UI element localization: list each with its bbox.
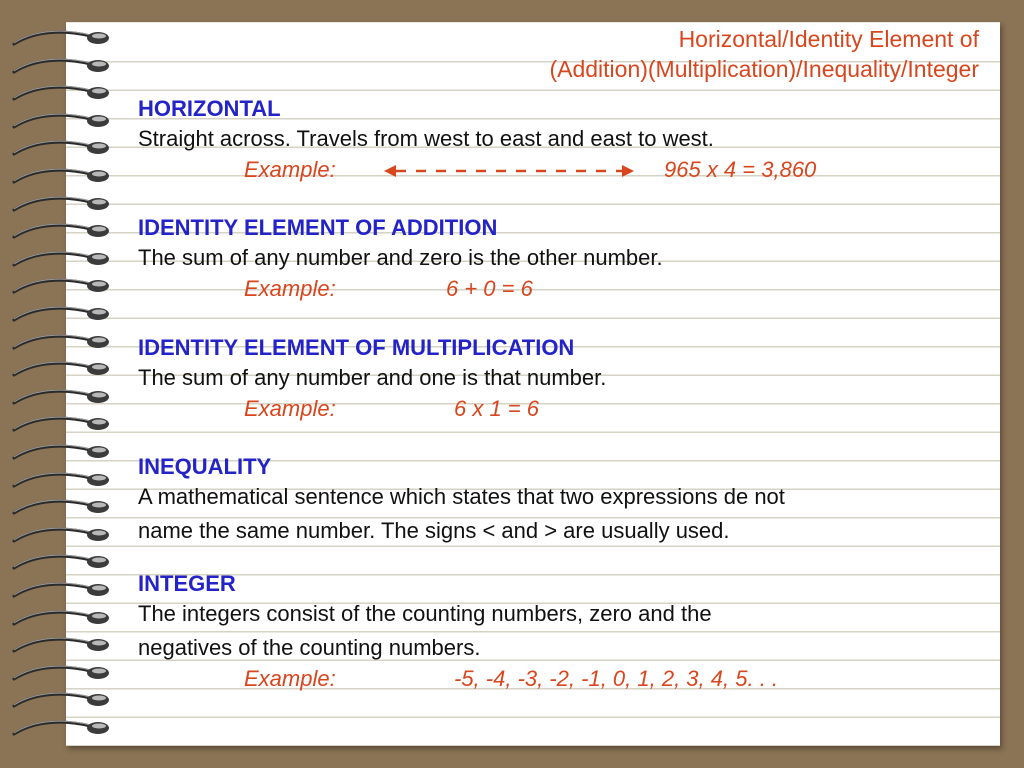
spiral-ring-icon xyxy=(6,387,110,407)
spiral-ring-icon xyxy=(6,359,110,379)
example-label: Example: xyxy=(244,666,336,691)
section-horizontal xyxy=(138,96,998,184)
example-value: 6 x 1 = 6 xyxy=(454,396,540,421)
page-title xyxy=(549,24,979,84)
example-label: Example: xyxy=(244,276,336,301)
spiral-ring-icon xyxy=(6,442,110,462)
section-heading: INEQUALITY xyxy=(138,454,272,479)
spiral-ring-icon xyxy=(6,111,110,131)
example-row xyxy=(138,156,998,184)
spiral-ring-icon xyxy=(6,83,110,103)
spiral-ring-icon xyxy=(6,166,110,186)
section-heading: INTEGER xyxy=(138,571,236,596)
spiral-ring-icon xyxy=(6,414,110,434)
spiral-ring-icon xyxy=(6,690,110,710)
title-line-2: (Addition)(Multiplication)/Inequality/Integer xyxy=(549,56,979,82)
spiral-binding xyxy=(0,0,120,768)
spiral-ring-icon xyxy=(6,276,110,296)
section-text-line-1: A mathematical sentence which states that two expressions de not xyxy=(138,484,785,509)
example-row xyxy=(138,275,998,303)
spiral-ring-icon xyxy=(6,580,110,600)
example-label: Example: xyxy=(244,396,336,421)
spiral-ring-icon xyxy=(6,525,110,545)
section-text: Straight across. Travels from west to east and east to west. xyxy=(138,126,714,151)
spiral-ring-icon xyxy=(6,635,110,655)
double-arrow-icon xyxy=(384,162,634,180)
spiral-ring-icon xyxy=(6,138,110,158)
section-text-line-2: name the same number. The signs < and > are usually used. xyxy=(138,518,730,543)
spiral-ring-icon xyxy=(6,552,110,572)
spiral-ring-icon xyxy=(6,608,110,628)
section-integer xyxy=(138,571,998,693)
section-text-line-1: The integers consist of the counting numbers, zero and the xyxy=(138,601,712,626)
spiral-ring-icon xyxy=(6,194,110,214)
example-row xyxy=(138,395,998,423)
spiral-ring-icon xyxy=(6,221,110,241)
title-line-1: Horizontal/Identity Element of xyxy=(678,26,979,52)
example-value: 6 + 0 = 6 xyxy=(446,276,533,301)
spiral-ring-icon xyxy=(6,332,110,352)
spiral-ring-icon xyxy=(6,718,110,738)
example-label: Example: xyxy=(244,157,336,182)
section-text: The sum of any number and zero is the other number. xyxy=(138,245,663,270)
section-identity-multiplication xyxy=(138,335,998,423)
section-identity-addition xyxy=(138,215,998,303)
section-inequality xyxy=(138,454,998,548)
spiral-ring-icon xyxy=(6,249,110,269)
spiral-ring-icon xyxy=(6,304,110,324)
spiral-ring-icon xyxy=(6,470,110,490)
example-row xyxy=(138,665,998,693)
section-heading: IDENTITY ELEMENT OF ADDITION xyxy=(138,215,498,240)
section-heading: HORIZONTAL xyxy=(138,96,281,121)
spiral-ring-icon xyxy=(6,497,110,517)
section-text: The sum of any number and one is that number. xyxy=(138,365,607,390)
example-value: -5, -4, -3, -2, -1, 0, 1, 2, 3, 4, 5. . . xyxy=(454,666,779,691)
example-value: 965 x 4 = 3,860 xyxy=(664,157,817,182)
section-heading: IDENTITY ELEMENT OF MULTIPLICATION xyxy=(138,335,575,360)
spiral-ring-icon xyxy=(6,56,110,76)
spiral-ring-icon xyxy=(6,28,110,48)
section-text-line-2: negatives of the counting numbers. xyxy=(138,635,481,660)
spiral-ring-icon xyxy=(6,663,110,683)
